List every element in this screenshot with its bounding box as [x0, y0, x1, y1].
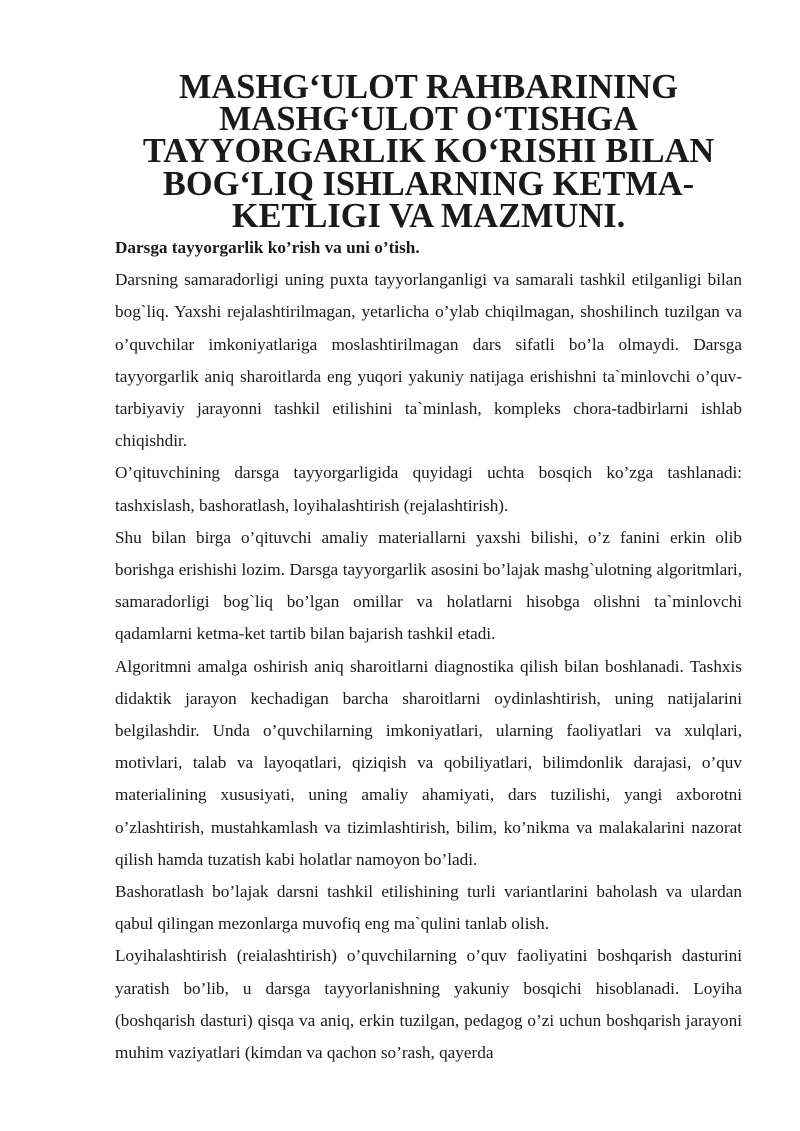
section-subtitle: Darsga tayyorgarlik ko’rish va uni o’tish. — [115, 238, 420, 258]
paragraph: O’qituvchining darsga tayyorgarligida quyidagi uchta bosqich ko’zga tashlanadi: tashxislash, bashoratlash, loyihalashtirish (rejalashtirish). — [115, 463, 742, 515]
paragraph: Algoritmni amalga oshirish aniq sharoitlarni diagnostika qilish bilan boshlanadi. Tashxis didaktik jarayon kechadigan barcha sharoitlarni oydinlashtirish, uning natijalarini belgilashdir. Unda o’quvchilarning imkoniyatlari, ularning faoliyatlari va xulqlari, motivlari, talab va layoqatlari, qiziqish va qobiliyatlari, bilimdonlik darajasi, o’quv materialining xususiyati, uning amaliy ahamiyati, dars tuzilishi, yangi axborotni o’zlashtirish, mustahkamlash va tizimlashtirish, bilim, ko’nikma va malakalarini nazorat qilish hamda tuzatish kabi holatlar namoyon bo’ladi. — [115, 656, 742, 869]
document-page — [115, 68, 742, 1069]
paragraph: Bashoratlash bo’lajak darsni tashkil etilishining turli variantlarini baholash va ulardan qabul qilingan mezonlarga muvofiq eng ma`qulini tanlab olish. — [115, 882, 742, 934]
document-title: MASHG‘ULOT RAHBARINING MASHG‘ULOT O‘TISHGA TAYYORGARLIK KO‘RISHI BILAN BOG‘LIQ ISHLARNING KETMA-KETLIGI VA MAZMUNI. — [142, 68, 715, 235]
paragraph: Loyihalashtirish (reialashtirish) o’quvchilarning o’quv faoliyatini boshqarish dasturini yaratish bo’lib, u darsga tayyorlanishning yakuniy bosqichi hisoblanadi. Loyiha (boshqarish dasturi) qisqa va aniq, erkin tuzilgan, pedagog o’zi uchun boshqarish jarayoni muhim vaziyatlari (kimdan va qachon so’rash, qayerda — [115, 946, 742, 1063]
paragraph: Shu bilan birga o’qituvchi amaliy materiallarni yaxshi bilishi, o’z fanini erkin olib borishga erishishi lozim. Darsga tayyorgarlik asosini bo’lajak mashg`ulotning algoritmlari, samaradorligi bog`liq bo’lgan omillar va holatlarni hisobga olishni ta`minlovchi qadamlarni ketma-ket tartib bilan bajarish tashkil etadi. — [115, 527, 742, 644]
paragraph: Darsning samaradorligi uning puxta tayyorlanganligi va samarali tashkil etilganligi bilan bog`liq. Yaxshi rejalashtirilmagan, yetarlicha o’ylab chiqilmagan, shoshilinch tuzilgan va o’quvchilar imkoniyatlariga moslashtirilmagan dars sifatli bo’la olmaydi. Darsga tayyorgarlik aniq sharoitlarda eng yuqori yakuniy natijaga erishishni ta`minlovchi o’quv-tarbiyaviy jarayonni tashkil etilishini ta`minlash, kompleks chora-tadbirlarni ishlab chiqishdir. — [115, 270, 742, 451]
